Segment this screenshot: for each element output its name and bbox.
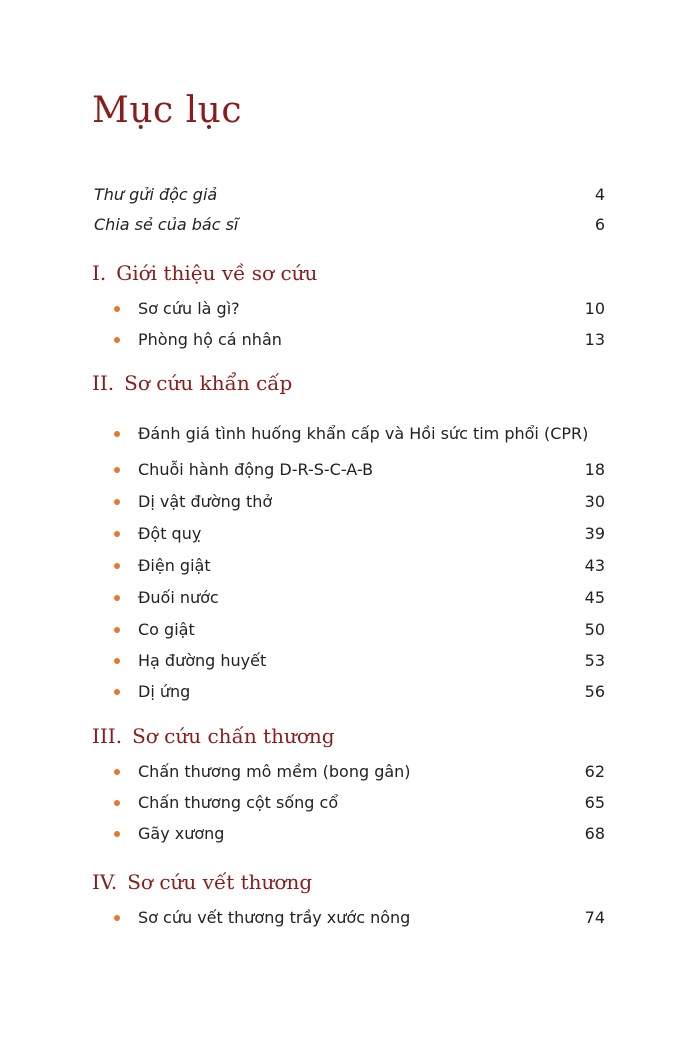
toc-entry[interactable] [0,421,700,447]
toc-entry-label: Co giật [138,620,195,639]
toc-entry-label: Hạ đường huyết [138,651,267,670]
section-title: Giới thiệu về sơ cứu [116,261,318,285]
toc-entry-intro[interactable] [0,212,700,238]
bullet-icon [114,915,120,921]
toc-entry[interactable] [0,296,700,322]
toc-entry-label: Đánh giá tình huống khẩn cấp và Hồi sức tim phổi (CPR) [138,424,589,443]
toc-entry-page: 45 [584,588,605,607]
toc-entry-label: Sơ cứu là gì? [138,299,240,318]
toc-entry[interactable] [0,457,700,483]
toc-entry-page: 56 [584,682,605,701]
bullet-icon [114,337,120,343]
page-title: Mục lục [92,90,243,131]
toc-entry-label: Gãy xương [138,824,225,843]
toc-entry-page: 43 [584,556,605,575]
toc-entry-label: Chấn thương mô mềm (bong gân) [138,762,411,781]
section-title: Sơ cứu vết thương [127,870,313,894]
bullet-icon [114,531,120,537]
toc-entry-page: 74 [584,908,605,927]
toc-entry-page: 53 [584,651,605,670]
toc-entry-page: 30 [584,492,605,511]
toc-entry-intro[interactable] [0,182,700,208]
toc-entry-label: Đuối nước [138,588,219,607]
toc-entry[interactable] [0,679,700,705]
bullet-icon [114,800,120,806]
toc-entry[interactable] [0,759,700,785]
bullet-icon [114,431,120,437]
toc-entry[interactable] [0,585,700,611]
toc-entry[interactable] [0,521,700,547]
toc-entry-label: Dị vật đường thở [138,492,273,511]
toc-entry[interactable] [0,905,700,931]
toc-entry[interactable] [0,821,700,847]
section-heading[interactable] [92,867,312,897]
bullet-icon [114,563,120,569]
toc-entry-page: 50 [584,620,605,639]
toc-entry[interactable] [0,489,700,515]
bullet-icon [114,689,120,695]
section-title: Sơ cứu chấn thương [132,724,335,748]
toc-entry-label: Chấn thương cột sống cổ [138,793,339,812]
toc-entry[interactable] [0,790,700,816]
section-number: III. [92,724,123,748]
bullet-icon [114,627,120,633]
section-number: II. [92,371,115,395]
toc-entry-page: 62 [584,762,605,781]
toc-entry[interactable] [0,617,700,643]
bullet-icon [114,306,120,312]
toc-entry-page: 13 [584,330,605,349]
section-number: IV. [92,870,118,894]
toc-entry-label: Phòng hộ cá nhân [138,330,282,349]
toc-entry-label: Chia sẻ của bác sĩ [94,215,239,234]
toc-entry-label: Đột quỵ [138,524,202,543]
section-number: I. [92,261,107,285]
toc-entry-label: Chuỗi hành động D-R-S-C-A-B [138,460,374,479]
toc-entry-label: Sơ cứu vết thương trầy xước nông [138,908,411,927]
toc-entry-page: 10 [584,299,605,318]
toc-entry-label: Dị ứng [138,682,191,701]
section-heading[interactable] [92,368,292,398]
toc-entry-label: Thư gửi độc giả [94,185,218,204]
toc-entry-page: 18 [584,460,605,479]
bullet-icon [114,467,120,473]
bullet-icon [114,831,120,837]
toc-entry-page: 4 [594,185,605,204]
toc-entry-page: 39 [584,524,605,543]
section-title: Sơ cứu khẩn cấp [124,371,293,395]
toc-entry[interactable] [0,553,700,579]
bullet-icon [114,769,120,775]
section-heading[interactable] [92,721,335,751]
toc-entry-label: Điện giật [138,556,211,575]
toc-entry-page: 68 [584,824,605,843]
bullet-icon [114,499,120,505]
toc-entry-page: 6 [594,215,605,234]
bullet-icon [114,658,120,664]
toc-entry[interactable] [0,327,700,353]
toc-entry[interactable] [0,648,700,674]
bullet-icon [114,595,120,601]
toc-entry-page: 65 [584,793,605,812]
section-heading[interactable] [92,258,317,288]
